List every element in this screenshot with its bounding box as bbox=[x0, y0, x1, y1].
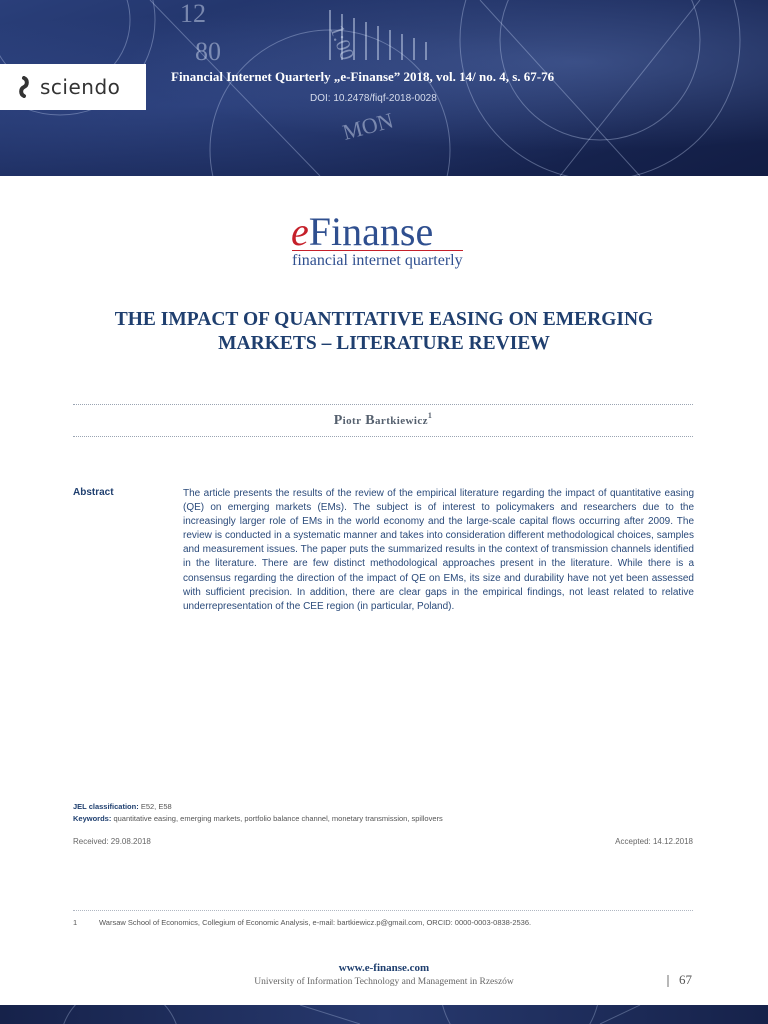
doi[interactable]: DOI: 10.2478/fiqf-2018-0028 bbox=[310, 93, 437, 104]
efinanse-logo-e: e bbox=[291, 209, 309, 254]
author-last-initial: B bbox=[365, 413, 376, 428]
author-rule-top bbox=[73, 404, 693, 405]
author-name bbox=[73, 411, 693, 429]
journal-citation: Financial Internet Quarterly „e-Finanse” 2018, vol. 14/ no. 4, s. 67-76 bbox=[171, 69, 555, 84]
jel-value: E52, E58 bbox=[140, 802, 172, 811]
efinanse-logo-subtitle: financial internet quarterly bbox=[292, 252, 463, 269]
author-last-rest: artkiewicz bbox=[375, 415, 428, 427]
footnote-text: Warsaw School of Economics, Collegium of Economic Analysis, e-mail: bartkiewicz.p@gmail.com, ORCID: 0000-0003-0838-2536. bbox=[99, 918, 532, 927]
author-rule-bottom bbox=[73, 436, 693, 437]
page-number-divider bbox=[667, 975, 669, 987]
university-name: University of Information Technology and Management in Rzeszów bbox=[254, 977, 514, 987]
header-bg-text-2: 80 bbox=[195, 37, 221, 66]
article-dates bbox=[73, 837, 693, 846]
sciendo-logo-text: sciendo bbox=[40, 75, 121, 99]
article-title-line-1: THE IMPACT OF QUANTITATIVE EASING ON EMERGING bbox=[114, 309, 654, 330]
header-banner bbox=[0, 0, 768, 176]
header-bg-text-4: MON bbox=[339, 107, 396, 145]
efinanse-logo-main: Finanse bbox=[308, 209, 434, 254]
author-footnote-mark[interactable]: 1 bbox=[427, 411, 433, 420]
received-date: Received: 29.08.2018 bbox=[73, 837, 151, 846]
keywords-label: Keywords: bbox=[73, 814, 112, 823]
accepted-date: Accepted: 14.12.2018 bbox=[615, 837, 693, 846]
efinanse-logo-wordmark bbox=[291, 210, 433, 254]
footnote-number: 1 bbox=[73, 918, 78, 927]
journal-website-link[interactable]: www.e-finanse.com bbox=[338, 962, 430, 974]
footer-background-art bbox=[0, 1005, 768, 1024]
header-bg-text-1: 12 bbox=[180, 0, 206, 28]
sciendo-s-icon bbox=[14, 76, 34, 98]
article-title bbox=[60, 308, 708, 356]
header-bg-text-3: 1:00 bbox=[325, 22, 359, 64]
author-first-rest: iotr bbox=[342, 415, 362, 427]
jel-label: JEL classification: bbox=[73, 802, 139, 811]
footnote bbox=[73, 918, 531, 927]
footer-banner bbox=[0, 1005, 768, 1024]
keywords bbox=[73, 814, 443, 823]
sciendo-logo[interactable] bbox=[0, 64, 146, 110]
abstract-text: The article presents the results of the review of the empirical literature regarding the impact of quantitative easing (QE) on emerging markets (EMs). The subject is of interest to policymakers and researchers due to the increasingly larger role of EMs in the world economy and the large-scale capital flows occurring after 2009. The review is conducted in a systematic manner and takes into consideration different methodological choices, samples and measurement issues. The paper puts the summarized results in the context of transmission channels identified in the literature. There are few distinct methodological approaches present in the literature. While there is a consensus regarding the direction of the impact of QE on EMs, its size and durability have not yet been assessed with sufficient precision. In addition, there are clear gaps in the empirical findings, not least related to relative underrepresentation of the CEE region (in particular, Poland). bbox=[183, 488, 694, 612]
keywords-value: quantitative easing, emerging markets, portfolio balance channel, monetary transmission, spillovers bbox=[113, 814, 443, 823]
abstract-label: Abstract bbox=[73, 487, 114, 498]
jel-classification bbox=[73, 802, 172, 811]
efinanse-logo bbox=[291, 210, 481, 270]
footnote-rule bbox=[73, 910, 693, 911]
article-title-line-2: MARKETS – LITERATURE REVIEW bbox=[218, 333, 550, 354]
author-first-initial: P bbox=[333, 413, 343, 428]
page-number: 67 bbox=[679, 972, 692, 987]
